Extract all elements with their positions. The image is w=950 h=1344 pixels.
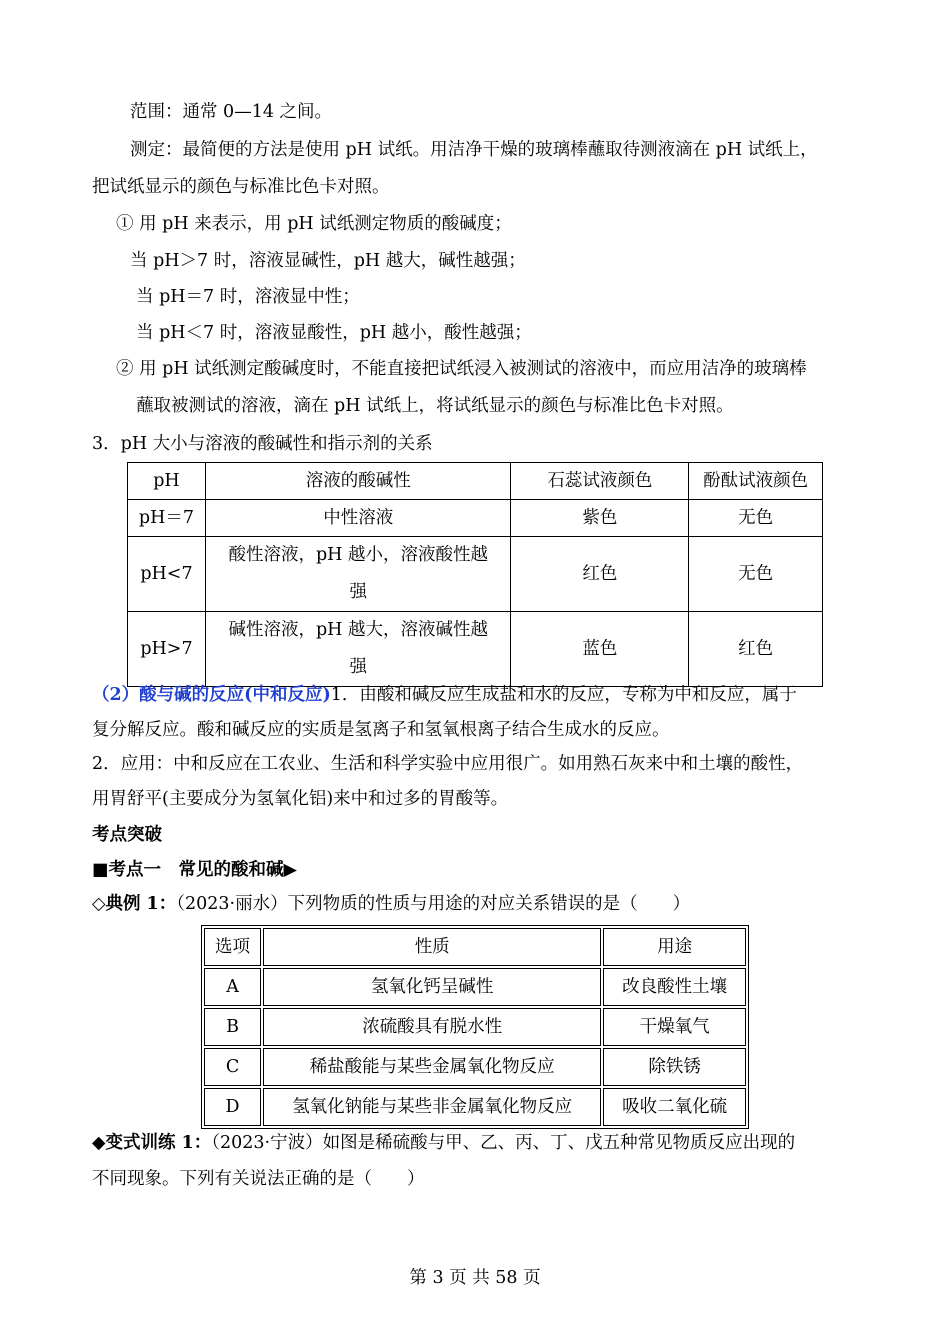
table-cell: 无色: [689, 537, 823, 612]
table-cell: 红色: [511, 537, 689, 612]
neutralization-line-2: 复分解反应。酸和碱反应的实质是氢离子和氢氧根离子结合生成水的反应。: [92, 720, 670, 740]
table-cell: 酸性溶液，pH 越小，溶液酸性越强: [205, 537, 511, 612]
variant-text: （2023·宁波）如图是稀硫酸与甲、乙、丙、丁、戊五种常见物质反应出现的: [211, 1133, 796, 1153]
ph-less-line: 当 pH＜7 时，溶液显酸性，pH 越小，酸性越强；: [136, 323, 532, 343]
variant-1-line-1: [92, 1131, 795, 1155]
example-label: ◇典例 1：: [92, 894, 177, 914]
table-cell: pH＝7: [128, 500, 206, 537]
table-cell: pH<7: [128, 537, 206, 612]
point-1-heading: ■考点一 常见的酸和碱▶: [92, 860, 297, 880]
item-2-line-a: ② 用 pH 试纸测定酸碱度时，不能直接把试纸浸入被测试的溶液中，而应用洁净的玻璃棒: [116, 359, 807, 379]
table-row: [128, 537, 823, 612]
neutralization-heading: （2）酸与碱的反应(中和反应): [92, 685, 331, 705]
table-cell: A: [204, 968, 261, 1006]
table-header-cell: 溶液的酸碱性: [205, 463, 511, 500]
table-cell: 干燥氧气: [603, 1008, 746, 1046]
example-1-line: [92, 892, 690, 916]
table-header-cell: 性质: [263, 928, 601, 966]
table-cell: 氢氧化钠能与某些非金属氧化物反应: [263, 1088, 601, 1126]
ph-greater-line: 当 pH＞7 时，溶液显碱性，pH 越大，碱性越强；: [130, 251, 526, 271]
table-row: [204, 1088, 746, 1126]
table-cell: 氢氧化钙呈碱性: [263, 968, 601, 1006]
table-header-cell: pH: [128, 463, 206, 500]
section-3-heading: 3．pH 大小与溶液的酸碱性和指示剂的关系: [92, 434, 433, 454]
table-cell: 浓硫酸具有脱水性: [263, 1008, 601, 1046]
table-cell: 稀盐酸能与某些金属氧化物反应: [263, 1048, 601, 1086]
item-2-line-b: 蘸取被测试的溶液，滴在 pH 试纸上，将试纸显示的颜色与标准比色卡对照。: [136, 396, 734, 416]
table-row: [128, 612, 823, 687]
neutralization-text: 1．由酸和碱反应生成盐和水的反应，专称为中和反应，属于: [330, 685, 797, 705]
table-cell: pH>7: [128, 612, 206, 687]
table-header-cell: 选项: [204, 928, 261, 966]
measure-line-1: 测定：最简便的方法是使用 pH 试纸。用洁净干燥的玻璃棒蘸取待测液滴在 pH 试纸上，: [130, 140, 818, 160]
table-header-cell: 用途: [603, 928, 746, 966]
table-cell: 除铁锈: [603, 1048, 746, 1086]
variant-1-line-2: 不同现象。下列有关说法正确的是（ ）: [92, 1169, 425, 1189]
table-header-cell: 石蕊试液颜色: [511, 463, 689, 500]
table-cell: 碱性溶液，pH 越大，溶液碱性越强: [205, 612, 511, 687]
table-cell: C: [204, 1048, 261, 1086]
table-cell: 改良酸性土壤: [603, 968, 746, 1006]
item-1-line: ① 用 pH 来表示，用 pH 试纸测定物质的酸碱度；: [116, 214, 512, 234]
table-row: [128, 500, 823, 537]
range-line: 范围：通常 0—14 之间。: [130, 102, 333, 122]
measure-line-2: 把试纸显示的颜色与标准比色卡对照。: [92, 177, 390, 197]
application-line-1: 2．应用：中和反应在工农业、生活和科学实验中应用很广。如用熟石灰来中和土壤的酸性，: [92, 754, 804, 774]
table-row: [204, 968, 746, 1006]
option-table: [201, 925, 749, 1129]
table-header-cell: 酚酞试液颜色: [689, 463, 823, 500]
example-text: （2023·丽水）下列物质的性质与用途的对应关系错误的是（ ）: [176, 894, 691, 914]
table-cell: B: [204, 1008, 261, 1046]
page-footer: 第 3 页 共 58 页: [409, 1268, 541, 1288]
table-cell: 中性溶液: [205, 500, 511, 537]
table-cell: 红色: [689, 612, 823, 687]
ph-table: [127, 462, 823, 687]
option-table-header: [204, 928, 746, 966]
breakthrough-heading: 考点突破: [92, 825, 162, 845]
neutralization-line-1: [92, 683, 797, 707]
application-line-2: 用胃舒平(主要成分为氢氧化铝)来中和过多的胃酸等。: [92, 789, 509, 809]
ph-equal-line: 当 pH＝7 时，溶液显中性；: [136, 287, 360, 307]
variant-label: ◆变式训练 1：: [92, 1133, 212, 1153]
table-cell: D: [204, 1088, 261, 1126]
table-cell: 吸收二氧化硫: [603, 1088, 746, 1126]
table-row: [204, 1008, 746, 1046]
table-cell: 蓝色: [511, 612, 689, 687]
table-cell: 紫色: [511, 500, 689, 537]
table-row: [204, 1048, 746, 1086]
ph-table-header: [128, 463, 823, 500]
table-cell: 无色: [689, 500, 823, 537]
